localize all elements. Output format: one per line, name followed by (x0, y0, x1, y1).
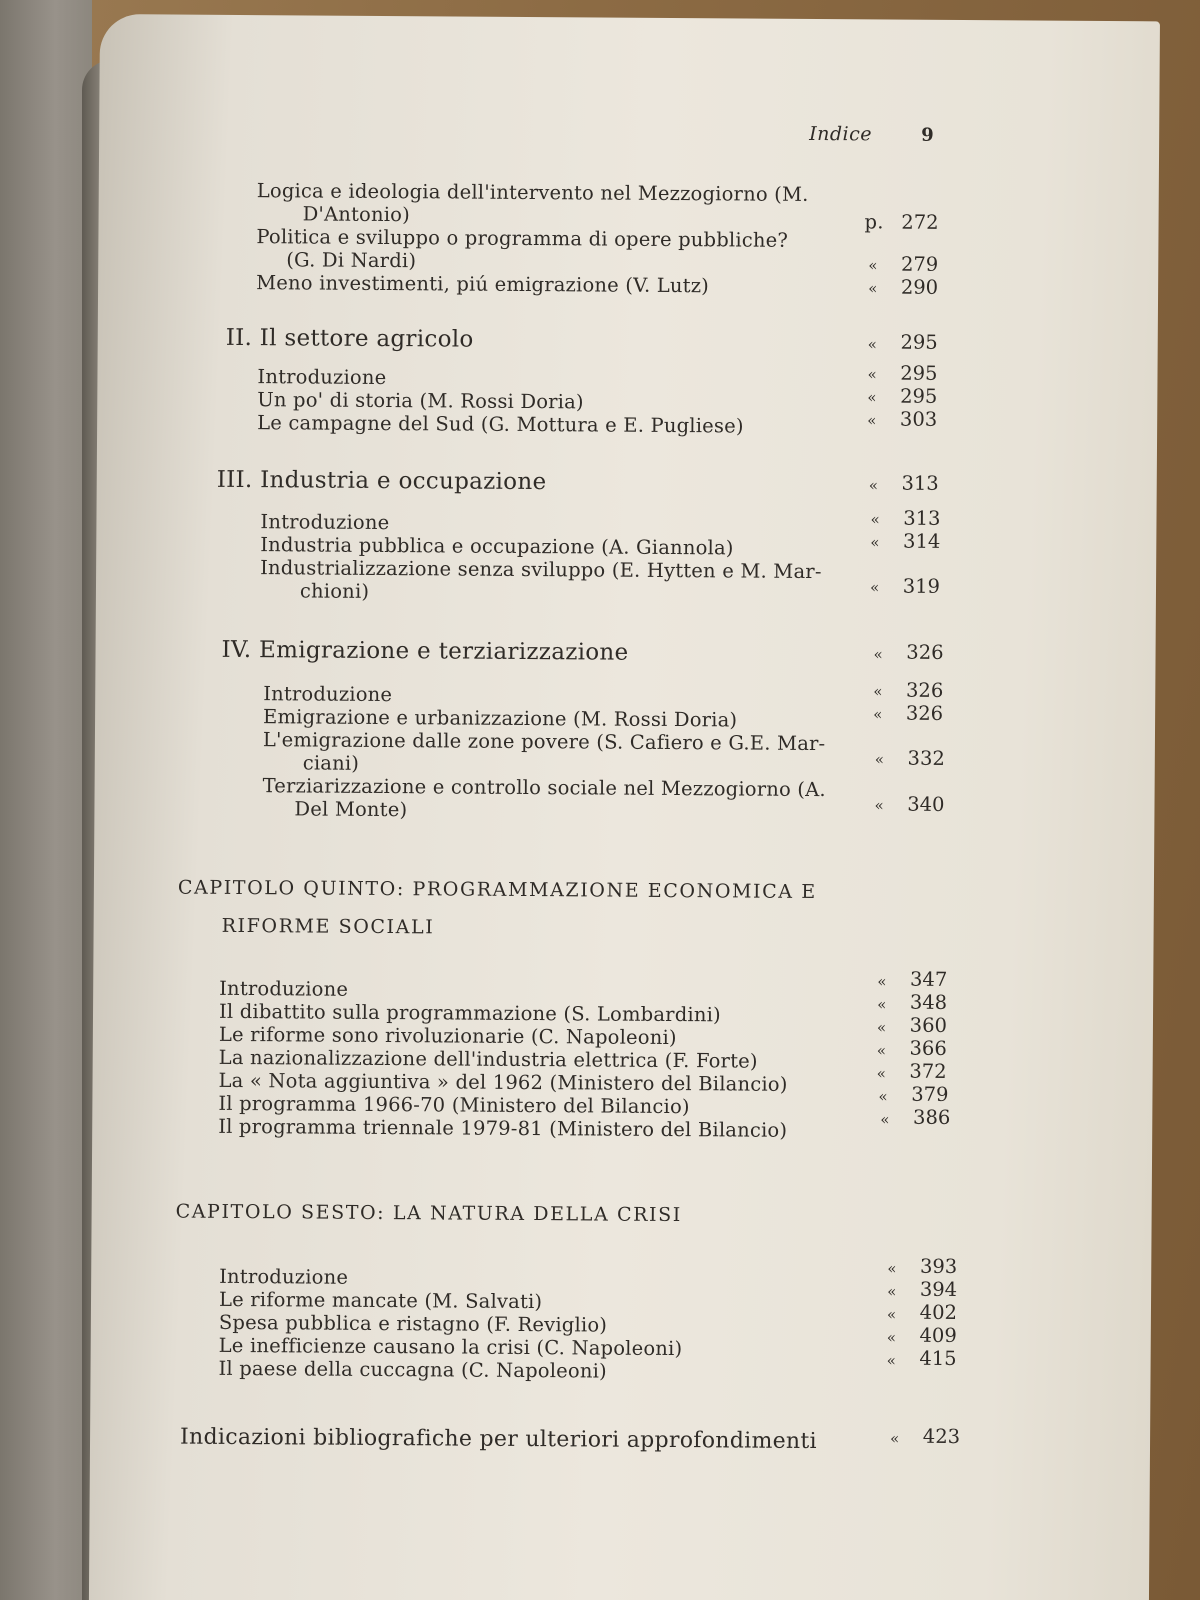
toc-page-number: 326 (905, 678, 944, 702)
toc-entry-line: Un po' di storia (M. Rossi Doria) (257, 388, 584, 414)
toc-page-number: 313 (903, 506, 941, 530)
toc-entry-line: Il programma 1966-70 (Ministero del Bilancio) (218, 1091, 690, 1119)
ditto-mark: « (870, 510, 880, 529)
toc-entry-line: Il paese della cuccagna (C. Napoleoni) (218, 1356, 607, 1383)
ditto-mark: « (886, 1328, 897, 1347)
chapter-heading: CAPITOLO QUINTO: PROGRAMMAZIONE ECONOMICA E (177, 876, 817, 904)
ditto-mark: « (877, 995, 887, 1014)
toc-entry-line: Spesa pubblica e ristagno (F. Reviglio) (218, 1310, 608, 1337)
ditto-mark: « (870, 533, 880, 552)
ditto-mark: « (867, 411, 877, 430)
ditto-mark: « (867, 388, 877, 407)
toc-entry-line: Introduzione (219, 1264, 349, 1289)
toc-page-number: 313 (901, 471, 939, 495)
toc-page-number: 279 (900, 252, 939, 276)
ditto-mark: « (873, 645, 883, 664)
toc-entry-line: La « Nota aggiuntiva » del 1962 (Ministero del Bilancio) (218, 1068, 788, 1096)
toc-page-number: 314 (903, 529, 941, 553)
ditto-mark: « (886, 1305, 897, 1324)
toc-entry-line: Emigrazione e urbanizzazione (M. Rossi Doria) (263, 705, 738, 732)
toc-entry-line: Introduzione (260, 510, 390, 535)
toc-entry-line: L'emigrazione dalle zone povere (S. Cafiero e G.E. Mar- (262, 728, 826, 756)
page-prefix: p. (864, 210, 884, 234)
toc-entry-line: Meno investimenti, piú emigrazione (V. Lutz) (256, 271, 710, 298)
ditto-mark: « (877, 972, 887, 991)
ditto-mark: « (887, 1282, 897, 1301)
ditto-mark: « (886, 1351, 896, 1370)
toc-page-number: 272 (901, 210, 939, 234)
chapter-heading: CAPITOLO SESTO: LA NATURA DELLA CRISI (175, 1200, 682, 1227)
toc-page-number: 402 (919, 1300, 958, 1325)
toc-page-number: 295 (900, 330, 938, 354)
ditto-mark: « (887, 1259, 897, 1278)
toc-entry-line: Industria pubblica e occupazione (A. Giannola) (260, 533, 734, 560)
toc-entry-line: Industrializzazione senza sviluppo (E. Hytten e M. Mar- (260, 556, 822, 584)
ditto-mark: « (868, 476, 878, 495)
ditto-mark: « (867, 335, 877, 354)
toc-entry-line: Politica e sviluppo o programma di opere pubbliche? (256, 225, 789, 252)
bibliography-entry: Indicazioni bibliografiche per ulteriori approfondimenti (179, 1424, 818, 1455)
toc-page-number: 295 (900, 384, 938, 408)
toc-entry-line: Le riforme mancate (M. Salvati) (218, 1287, 543, 1314)
ditto-mark: « (880, 1110, 890, 1129)
toc-entry-line: Le inefficienze causano la crisi (C. Napoleoni) (218, 1333, 683, 1361)
toc-page-number: 415 (919, 1346, 957, 1371)
toc-entry-line: chioni) (299, 579, 370, 603)
page-number: 9 (921, 124, 934, 146)
toc-page-number: 348 (909, 990, 948, 1014)
ditto-mark: « (876, 1041, 887, 1060)
toc-entry-line: ciani) (302, 751, 360, 775)
ditto-mark: « (876, 1064, 886, 1083)
toc-page-number: 332 (907, 746, 945, 770)
toc-page-number: 295 (900, 361, 938, 385)
toc-entry-line: Le campagne del Sud (G. Mottura e E. Pugliese) (257, 411, 744, 438)
toc-page-number: 326 (905, 701, 944, 725)
toc-page-number: 409 (919, 1323, 957, 1348)
section-heading: IV. Emigrazione e terziarizzazione (221, 636, 629, 666)
running-header-title: Indice (809, 122, 873, 146)
toc-entry-line: Introduzione (263, 682, 393, 707)
toc-page-number: 386 (913, 1105, 951, 1129)
toc-page-number: 372 (909, 1059, 947, 1083)
toc-entry-line: Il dibattito sulla programmazione (S. Lombardini) (218, 999, 721, 1027)
toc-page-number: 393 (919, 1254, 958, 1279)
toc-entry-line: Il programma triennale 1979-81 (Ministero del Bilancio) (218, 1114, 788, 1142)
toc-entry-line: D'Antonio) (302, 202, 411, 227)
ditto-mark: « (873, 682, 883, 701)
ditto-mark: « (874, 750, 885, 769)
toc-entry-line: Le riforme sono rivoluzionarie (C. Napoleoni) (218, 1022, 677, 1050)
toc-entry-line: (G. Di Nardi) (286, 248, 417, 273)
ditto-mark: « (868, 279, 878, 298)
ditto-mark: « (874, 796, 884, 815)
chapter-heading: RIFORME SOCIALI (221, 914, 435, 939)
toc-entry-line: Logica e ideologia dell'intervento nel Mezzogiorno (M. (256, 179, 809, 206)
toc-page-number: 394 (919, 1277, 958, 1302)
toc-page-number: 319 (902, 574, 941, 598)
ditto-mark: « (873, 705, 883, 724)
toc-page-number: 423 (922, 1424, 961, 1449)
previous-page-edge (0, 0, 92, 1600)
ditto-mark: « (876, 1018, 887, 1037)
toc-page-number: 303 (899, 407, 938, 431)
book-page (89, 14, 1160, 1600)
toc-entry-line: Del Monte) (294, 797, 408, 822)
toc-page-number: 366 (909, 1036, 947, 1060)
section-heading: II. Il settore agricolo (225, 324, 474, 353)
ditto-mark: « (890, 1429, 900, 1448)
toc-entry-line: La nazionalizzazione dell'industria elettrica (F. Forte) (218, 1045, 758, 1073)
toc-page-number: 379 (911, 1082, 949, 1106)
ditto-mark: « (867, 365, 877, 384)
toc-page-number: 290 (900, 275, 939, 299)
toc-page-number: 360 (909, 1013, 948, 1037)
toc-page-number: 347 (909, 967, 948, 991)
ditto-mark: « (869, 578, 880, 597)
ditto-mark: « (868, 256, 878, 275)
toc-page-number: 326 (906, 640, 944, 664)
toc-page-number: 340 (907, 792, 945, 816)
section-heading: III. Industria e occupazione (216, 466, 547, 496)
toc-entry-line: Introduzione (219, 976, 349, 1001)
toc-entry-line: Terziarizzazione e controllo sociale nel Mezzogiorno (A. (262, 774, 826, 802)
toc-entry-line: Introduzione (257, 365, 387, 390)
ditto-mark: « (878, 1087, 888, 1106)
